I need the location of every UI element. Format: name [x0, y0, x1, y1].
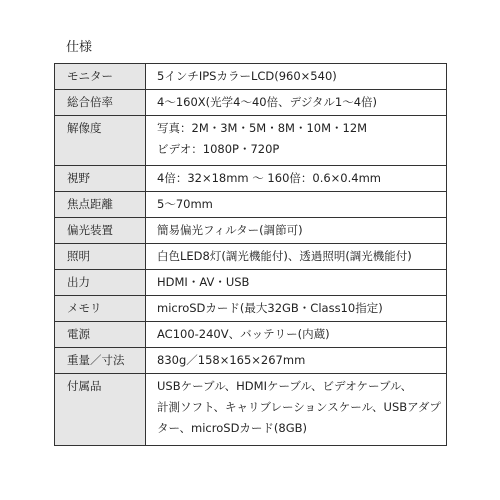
table-row — [55, 322, 447, 348]
row-label: モニター — [55, 64, 146, 90]
row-value — [146, 296, 447, 322]
spec-heading: 仕様 — [66, 40, 93, 55]
row-value — [146, 348, 447, 374]
value-line: 簡易偏光フィルター(調節可) — [157, 223, 303, 237]
row-label: 照明 — [55, 244, 146, 270]
row-label: メモリ — [55, 296, 146, 322]
row-value — [146, 244, 447, 270]
value-line: microSDカード(最大32GB・Class10指定) — [157, 301, 383, 315]
row-value — [146, 64, 447, 90]
value-line: 計測ソフト、キャリブレーションスケール、USBアダプ — [157, 400, 441, 414]
row-value — [146, 322, 447, 348]
row-label: 偏光装置 — [55, 218, 146, 244]
value-line: 4〜160X(光学4〜40倍、デジタル1〜4倍) — [157, 95, 378, 109]
row-value — [146, 218, 447, 244]
value-line: AC100-240V、バッテリー(内蔵) — [157, 327, 330, 341]
value-line: 5〜70mm — [157, 197, 213, 211]
table-row — [55, 192, 447, 218]
value-line: USBケーブル、HDMIケーブル、ビデオケーブル、 — [157, 379, 413, 393]
table-row — [55, 348, 447, 374]
value-line: 830g／158×165×267mm — [157, 353, 306, 367]
value-line: ター、microSDカード(8GB) — [157, 421, 308, 435]
row-label: 総合倍率 — [55, 90, 146, 116]
value-line: 写真：2M・3M・5M・8M・10M・12M — [157, 121, 368, 135]
value-line: 白色LED8灯(調光機能付)、透過照明(調光機能付) — [157, 249, 412, 263]
row-label: 電源 — [55, 322, 146, 348]
row-value — [146, 270, 447, 296]
value-line: 4倍：32×18mm 〜 160倍：0.6×0.4mm — [157, 171, 382, 185]
table-row — [55, 218, 447, 244]
row-label: 出力 — [55, 270, 146, 296]
row-label: 視野 — [55, 166, 146, 192]
table-row — [55, 90, 447, 116]
row-value — [146, 166, 447, 192]
row-value — [146, 192, 447, 218]
row-label: 重量／寸法 — [55, 348, 146, 374]
table-row — [55, 270, 447, 296]
table-row — [55, 64, 447, 90]
table-row — [55, 166, 447, 192]
row-value — [146, 90, 447, 116]
row-value — [146, 374, 447, 446]
table-row — [55, 116, 447, 166]
row-label: 解像度 — [55, 116, 146, 166]
row-label: 付属品 — [55, 374, 146, 446]
table-row — [55, 296, 447, 322]
spec-table — [54, 63, 447, 446]
row-label: 焦点距離 — [55, 192, 146, 218]
value-line: HDMI・AV・USB — [157, 275, 250, 289]
row-value — [146, 116, 447, 166]
table-row — [55, 244, 447, 270]
value-line: ビデオ：1080P・720P — [157, 142, 280, 156]
table-row — [55, 374, 447, 446]
value-line: 5インチIPSカラーLCD(960×540) — [157, 69, 337, 83]
